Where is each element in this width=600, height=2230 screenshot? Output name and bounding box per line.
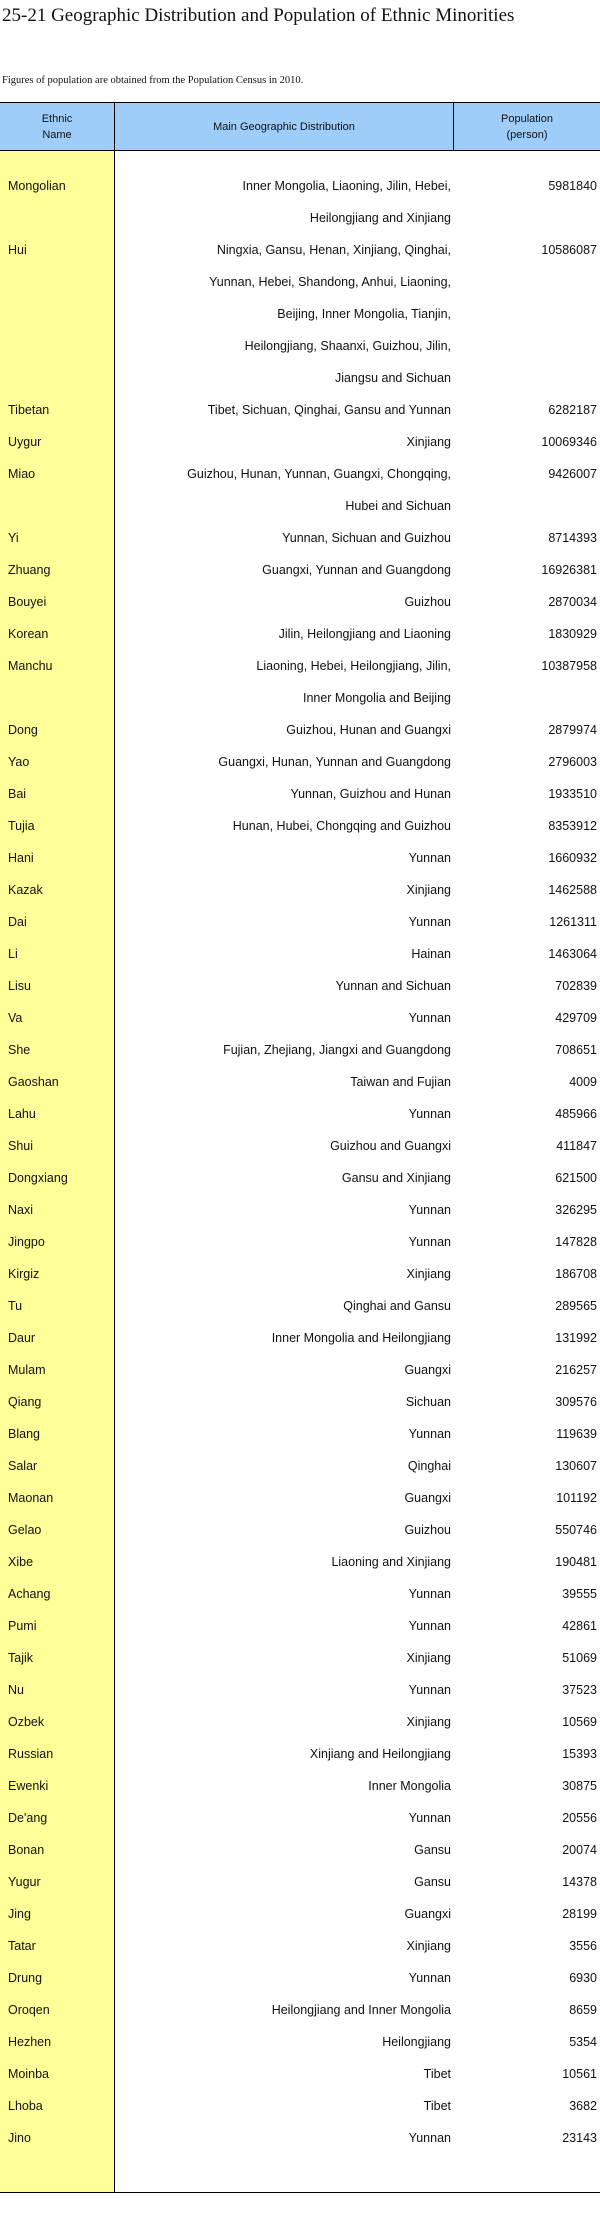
- distribution-cell: [115, 1930, 454, 1962]
- table-row: [0, 1066, 600, 1098]
- distribution-line: Fujian, Zhejiang, Jiangxi and Guangdong: [223, 1043, 451, 1057]
- population-cell: 10561: [562, 2067, 597, 2081]
- table-row: [0, 714, 600, 746]
- distribution-cell: [115, 1546, 454, 1578]
- ethnic-name-cell: Kirgiz: [8, 1267, 40, 1281]
- distribution-cell: [115, 1770, 454, 1802]
- distribution-line: Xinjiang: [406, 435, 451, 449]
- ethnic-name-cell: Manchu: [8, 659, 53, 673]
- distribution-line: Inner Mongolia, Liaoning, Jilin, Hebei,: [242, 179, 451, 193]
- distribution-line: Guangxi: [404, 1363, 451, 1377]
- table-row: [0, 1386, 600, 1418]
- distribution-line: Yunnan: [408, 1235, 451, 1249]
- distribution-line: Liaoning, Hebei, Heilongjiang, Jilin,: [256, 659, 451, 673]
- distribution-cell: [115, 1354, 454, 1386]
- population-cell: 2796003: [548, 755, 597, 769]
- distribution-cell: [115, 1386, 454, 1418]
- ethnic-name-cell: Li: [8, 947, 18, 961]
- table-row: [0, 554, 600, 586]
- population-cell: 28199: [562, 1907, 597, 1921]
- table-row: [0, 1770, 600, 1802]
- distribution-line: Guizhou, Hunan and Guangxi: [286, 723, 451, 737]
- header-population-label: Population: [501, 112, 553, 125]
- distribution-line: Guizhou: [404, 1523, 451, 1537]
- distribution-cell: [115, 1418, 454, 1450]
- distribution-cell: [115, 650, 454, 714]
- table-row: [0, 1002, 600, 1034]
- distribution-cell: [115, 1450, 454, 1482]
- population-cell: 485966: [555, 1107, 597, 1121]
- distribution-cell: [115, 970, 454, 1002]
- distribution-cell: [115, 1098, 454, 1130]
- population-cell: 186708: [555, 1267, 597, 1281]
- population-cell: 2870034: [548, 595, 597, 609]
- ethnic-name-cell: Qiang: [8, 1395, 42, 1409]
- population-cell: 1830929: [548, 627, 597, 641]
- table-row: [0, 1130, 600, 1162]
- distribution-cell: [115, 1674, 454, 1706]
- population-cell: 30875: [562, 1779, 597, 1793]
- distribution-line: Guizhou and Guangxi: [330, 1139, 451, 1153]
- ethnic-name-cell: Pumi: [8, 1619, 37, 1633]
- distribution-line: Xinjiang: [406, 1939, 451, 1953]
- population-cell: 2879974: [548, 723, 597, 737]
- population-cell: 14378: [562, 1875, 597, 1889]
- distribution-cell: [115, 586, 454, 618]
- population-cell: 190481: [555, 1555, 597, 1569]
- ethnic-name-cell: Bonan: [8, 1843, 45, 1857]
- distribution-line: Qinghai and Gansu: [343, 1299, 451, 1313]
- population-cell: 10569: [562, 1715, 597, 1729]
- table-row: [0, 2058, 600, 2090]
- table-row: [0, 650, 600, 714]
- distribution-line: Guangxi: [404, 1491, 451, 1505]
- distribution-line: Yunnan: [408, 915, 451, 929]
- distribution-cell: [115, 1258, 454, 1290]
- ethnic-name-cell: Salar: [8, 1459, 38, 1473]
- table-row: [0, 1738, 600, 1770]
- distribution-cell: [115, 1130, 454, 1162]
- population-cell: 429709: [555, 1011, 597, 1025]
- distribution-line: Heilongjiang: [382, 2035, 451, 2049]
- ethnic-name-cell: Maonan: [8, 1491, 54, 1505]
- table-row: [0, 1578, 600, 1610]
- table-row: [0, 1354, 600, 1386]
- ethnic-name-cell: Hani: [8, 851, 34, 865]
- distribution-cell: [115, 234, 454, 394]
- distribution-line: Yunnan, Guizhou and Hunan: [290, 787, 451, 801]
- ethnic-name-cell: Kazak: [8, 883, 43, 897]
- distribution-cell: [115, 2026, 454, 2058]
- distribution-cell: [115, 1994, 454, 2026]
- ethnic-name-cell: Shui: [8, 1139, 34, 1153]
- table-row: [0, 1802, 600, 1834]
- distribution-line: Guangxi: [404, 1907, 451, 1921]
- table-row: [0, 586, 600, 618]
- population-cell: 119639: [556, 1427, 597, 1441]
- table-row: [0, 1866, 600, 1898]
- distribution-cell: [115, 1002, 454, 1034]
- page-title: 25-21 Geographic Distribution and Population of Ethnic Minorities: [2, 5, 515, 26]
- distribution-cell: [115, 458, 454, 522]
- distribution-line: Guizhou, Hunan, Yunnan, Guangxi, Chongqing,: [187, 467, 451, 481]
- distribution-cell: [115, 1738, 454, 1770]
- distribution-line: Hunan, Hubei, Chongqing and Guizhou: [232, 819, 451, 833]
- population-cell: 51069: [562, 1651, 597, 1665]
- distribution-line: Xinjiang: [406, 1267, 451, 1281]
- distribution-line: Yunnan: [408, 1811, 451, 1825]
- distribution-line: Xinjiang and Heilongjiang: [309, 1747, 451, 1761]
- ethnic-name-cell: Yi: [8, 531, 19, 545]
- ethnic-name-cell: Jino: [8, 2131, 31, 2145]
- distribution-cell: [115, 1802, 454, 1834]
- table-row: [0, 1322, 600, 1354]
- distribution-cell: [115, 394, 454, 426]
- table-row: [0, 1418, 600, 1450]
- population-cell: 702839: [555, 979, 597, 993]
- ethnic-name-cell: Drung: [8, 1971, 43, 1985]
- table-row: [0, 234, 600, 394]
- table-row: [0, 2090, 600, 2122]
- ethnic-name-cell: Yugur: [8, 1875, 41, 1889]
- table-row: [0, 778, 600, 810]
- population-cell: 289565: [555, 1299, 597, 1313]
- ethnic-name-cell: Hezhen: [8, 2035, 52, 2049]
- distribution-line: Inner Mongolia: [368, 1779, 451, 1793]
- distribution-line: Heilongjiang and Inner Mongolia: [271, 2003, 451, 2017]
- distribution-line: Tibet, Sichuan, Qinghai, Gansu and Yunnan: [207, 403, 451, 417]
- distribution-line: Xinjiang: [406, 1651, 451, 1665]
- distribution-line: Guangxi, Hunan, Yunnan and Guangdong: [218, 755, 451, 769]
- distribution-line: Xinjiang: [406, 1715, 451, 1729]
- ethnic-name-cell: Oroqen: [8, 2003, 50, 2017]
- distribution-line: Ningxia, Gansu, Henan, Xinjiang, Qinghai,: [216, 243, 451, 257]
- ethnic-name-cell: Xibe: [8, 1555, 34, 1569]
- table-row: [0, 1258, 600, 1290]
- distribution-cell: [115, 1962, 454, 1994]
- ethnic-name-cell: Lisu: [8, 979, 31, 993]
- distribution-line: Yunnan: [408, 1619, 451, 1633]
- table-header: [0, 103, 600, 151]
- table-row: [0, 1194, 600, 1226]
- ethnic-name-cell: Korean: [8, 627, 49, 641]
- table-row: [0, 458, 600, 522]
- distribution-line: Yunnan: [408, 1107, 451, 1121]
- ethnic-name-cell: Yao: [8, 755, 30, 769]
- population-cell: 10069346: [541, 435, 597, 449]
- distribution-line: Heilongjiang and Xinjiang: [309, 211, 451, 225]
- population-cell: 23143: [562, 2131, 597, 2145]
- table-row: [0, 1962, 600, 1994]
- distribution-cell: [115, 1898, 454, 1930]
- distribution-line: Yunnan: [408, 1203, 451, 1217]
- distribution-cell: [115, 1834, 454, 1866]
- distribution-line: Yunnan: [408, 2131, 451, 2145]
- ethnic-name-cell: Russian: [8, 1747, 54, 1761]
- population-cell: 5981840: [548, 179, 597, 193]
- table-row: [0, 1706, 600, 1738]
- table-row: [0, 906, 600, 938]
- ethnic-name-cell: Ozbek: [8, 1715, 45, 1729]
- population-cell: 8659: [569, 2003, 597, 2017]
- ethnic-name-cell: Daur: [8, 1331, 36, 1345]
- distribution-cell: [115, 746, 454, 778]
- population-cell: 20556: [562, 1811, 597, 1825]
- header-population-unit: (person): [506, 128, 548, 141]
- distribution-cell: [115, 2122, 454, 2154]
- distribution-line: Inner Mongolia and Heilongjiang: [271, 1331, 451, 1345]
- table-row: [0, 2026, 600, 2058]
- ethnic-name-cell: Tibetan: [8, 403, 50, 417]
- distribution-cell: [115, 1514, 454, 1546]
- table-row: [0, 746, 600, 778]
- ethnic-name-cell: Tatar: [8, 1939, 36, 1953]
- ethnic-name-cell: Jingpo: [8, 1235, 45, 1249]
- population-cell: 1462588: [548, 883, 597, 897]
- population-cell: 621500: [555, 1171, 597, 1185]
- table-row: [0, 1450, 600, 1482]
- population-cell: 1660932: [548, 851, 597, 865]
- population-cell: 37523: [562, 1683, 597, 1697]
- ethnic-name-cell: Gelao: [8, 1523, 42, 1537]
- population-cell: 9426007: [548, 467, 597, 481]
- distribution-line: Tibet: [423, 2067, 451, 2081]
- ethnic-name-cell: Bouyei: [8, 595, 47, 609]
- table-row: [0, 1610, 600, 1642]
- distribution-cell: [115, 1578, 454, 1610]
- distribution-line: Gansu and Xinjiang: [341, 1171, 451, 1185]
- population-cell: 708651: [555, 1043, 597, 1057]
- ethnic-name-cell: Moinba: [8, 2067, 49, 2081]
- table-note: Figures of population are obtained from the Population Census in 2010.: [2, 75, 304, 86]
- distribution-cell: [115, 1866, 454, 1898]
- ethnic-name-cell: Achang: [8, 1587, 51, 1601]
- table-row: [0, 1034, 600, 1066]
- header-population: [454, 103, 600, 150]
- table-row: [0, 618, 600, 650]
- distribution-cell: [115, 1322, 454, 1354]
- distribution-cell: [115, 426, 454, 458]
- population-cell: 1933510: [548, 787, 597, 801]
- ethnic-name-cell: Hui: [8, 243, 27, 257]
- distribution-cell: [115, 1642, 454, 1674]
- distribution-line: Taiwan and Fujian: [350, 1075, 451, 1089]
- distribution-line: Yunnan, Hebei, Shandong, Anhui, Liaoning,: [209, 275, 451, 289]
- distribution-line: Yunnan, Sichuan and Guizhou: [282, 531, 451, 545]
- distribution-cell: [115, 1706, 454, 1738]
- ethnic-name-cell: Jing: [8, 1907, 31, 1921]
- distribution-line: Guizhou: [404, 595, 451, 609]
- distribution-line: Inner Mongolia and Beijing: [302, 691, 451, 705]
- ethnic-name-cell: Lhoba: [8, 2099, 43, 2113]
- distribution-line: Xinjiang: [406, 883, 451, 897]
- distribution-cell: [115, 554, 454, 586]
- population-cell: 1261311: [549, 915, 597, 929]
- distribution-line: Guangxi, Yunnan and Guangdong: [262, 563, 451, 577]
- population-cell: 10387958: [541, 659, 597, 673]
- distribution-line: Tibet: [423, 2099, 451, 2113]
- table-row: [0, 1546, 600, 1578]
- population-cell: 1463064: [548, 947, 597, 961]
- population-cell: 42861: [562, 1619, 597, 1633]
- ethnic-name-cell: Tajik: [8, 1651, 34, 1665]
- ethnic-minorities-table: [0, 102, 600, 2193]
- table-row: [0, 1930, 600, 1962]
- table-row: [0, 1994, 600, 2026]
- ethnic-name-cell: Gaoshan: [8, 1075, 59, 1089]
- distribution-line: Yunnan and Sichuan: [335, 979, 451, 993]
- distribution-line: Yunnan: [408, 1971, 451, 1985]
- distribution-cell: [115, 842, 454, 874]
- population-cell: 411847: [556, 1139, 597, 1153]
- population-cell: 6930: [569, 1971, 597, 1985]
- table-row: [0, 1514, 600, 1546]
- population-cell: 39555: [562, 1587, 597, 1601]
- distribution-line: Hubei and Sichuan: [345, 499, 451, 513]
- population-cell: 3556: [569, 1939, 597, 1953]
- distribution-cell: [115, 1290, 454, 1322]
- distribution-cell: [115, 1066, 454, 1098]
- ethnic-name-cell: Dai: [8, 915, 27, 929]
- ethnic-name-cell: Mongolian: [8, 179, 66, 193]
- table-row: [0, 810, 600, 842]
- table-row: [0, 1482, 600, 1514]
- table-row: [0, 874, 600, 906]
- table-body: [0, 150, 600, 2154]
- ethnic-name-cell: Bai: [8, 787, 27, 801]
- ethnic-name-cell: Dong: [8, 723, 38, 737]
- ethnic-name-cell: Zhuang: [8, 563, 51, 577]
- population-cell: 326295: [555, 1203, 597, 1217]
- distribution-cell: [115, 1162, 454, 1194]
- distribution-cell: [115, 1226, 454, 1258]
- distribution-line: Gansu: [414, 1843, 451, 1857]
- distribution-line: Jilin, Heilongjiang and Liaoning: [278, 627, 451, 641]
- table-row: [0, 1642, 600, 1674]
- ethnic-name-cell: Uygur: [8, 435, 42, 449]
- table-row: [0, 842, 600, 874]
- distribution-line: Yunnan: [408, 1587, 451, 1601]
- ethnic-name-cell: Naxi: [8, 1203, 34, 1217]
- ethnic-name-cell: Lahu: [8, 1107, 36, 1121]
- distribution-line: Yunnan: [408, 1427, 451, 1441]
- distribution-cell: [115, 1482, 454, 1514]
- table-row: [0, 2122, 600, 2154]
- ethnic-name-cell: Nu: [8, 1683, 24, 1697]
- ethnic-name-cell: Ewenki: [8, 1779, 49, 1793]
- population-cell: 130607: [555, 1459, 597, 1473]
- distribution-cell: [115, 522, 454, 554]
- table-row: [0, 1226, 600, 1258]
- population-cell: 4009: [569, 1075, 597, 1089]
- ethnic-name-cell: Dongxiang: [8, 1171, 68, 1185]
- distribution-cell: [115, 618, 454, 650]
- table-row: [0, 522, 600, 554]
- population-cell: 216257: [555, 1363, 597, 1377]
- distribution-cell: [115, 778, 454, 810]
- distribution-line: Yunnan: [408, 1011, 451, 1025]
- table-row: [0, 1898, 600, 1930]
- table-row: [0, 1834, 600, 1866]
- population-cell: 15393: [562, 1747, 597, 1761]
- table-row: [0, 394, 600, 426]
- distribution-cell: [115, 2090, 454, 2122]
- distribution-cell: [115, 2058, 454, 2090]
- population-cell: 101192: [556, 1491, 597, 1505]
- population-cell: 5354: [569, 2035, 597, 2049]
- distribution-cell: [115, 1194, 454, 1226]
- distribution-line: Qinghai: [407, 1459, 451, 1473]
- table-row: [0, 938, 600, 970]
- distribution-cell: [115, 170, 454, 234]
- table-row: [0, 970, 600, 1002]
- distribution-line: Liaoning and Xinjiang: [331, 1555, 451, 1569]
- distribution-line: Yunnan: [408, 851, 451, 865]
- distribution-cell: [115, 1610, 454, 1642]
- ethnic-name-cell: Mulam: [8, 1363, 46, 1377]
- population-cell: 16926381: [541, 563, 597, 577]
- population-cell: 8714393: [548, 531, 597, 545]
- population-cell: 550746: [555, 1523, 597, 1537]
- ethnic-name-cell: Tujia: [8, 819, 35, 833]
- distribution-cell: [115, 714, 454, 746]
- distribution-line: Jiangsu and Sichuan: [334, 371, 451, 385]
- distribution-line: Heilongjiang, Shaanxi, Guizhou, Jilin,: [244, 339, 451, 353]
- population-cell: 147828: [555, 1235, 597, 1249]
- ethnic-name-cell: Va: [8, 1011, 23, 1025]
- distribution-line: Hainan: [411, 947, 451, 961]
- distribution-line: Gansu: [414, 1875, 451, 1889]
- distribution-cell: [115, 938, 454, 970]
- header-ethnic-name: Ethnic Name: [0, 103, 115, 150]
- ethnic-name-cell: Blang: [8, 1427, 40, 1441]
- population-cell: 6282187: [548, 403, 597, 417]
- population-cell: 309576: [555, 1395, 597, 1409]
- distribution-line: Beijing, Inner Mongolia, Tianjin,: [277, 307, 451, 321]
- ethnic-name-cell: Miao: [8, 467, 36, 481]
- population-cell: 131992: [555, 1331, 597, 1345]
- distribution-cell: [115, 906, 454, 938]
- header-main-geographic-distribution: Main Geographic Distribution: [115, 103, 454, 150]
- distribution-cell: [115, 810, 454, 842]
- population-cell: 20074: [562, 1843, 597, 1857]
- table-row: [0, 1290, 600, 1322]
- table-row: [0, 1674, 600, 1706]
- distribution-cell: [115, 1034, 454, 1066]
- population-cell: 3682: [569, 2099, 597, 2113]
- population-cell: 8353912: [548, 819, 597, 833]
- table-row: [0, 170, 600, 234]
- ethnic-name-cell: Tu: [8, 1299, 23, 1313]
- distribution-line: Sichuan: [405, 1395, 451, 1409]
- table-row: [0, 1098, 600, 1130]
- ethnic-name-cell: She: [8, 1043, 31, 1057]
- ethnic-name-cell: De'ang: [8, 1811, 48, 1825]
- distribution-line: Yunnan: [408, 1683, 451, 1697]
- table-row: [0, 426, 600, 458]
- table-row: [0, 1162, 600, 1194]
- distribution-cell: [115, 874, 454, 906]
- population-cell: 10586087: [541, 243, 597, 257]
